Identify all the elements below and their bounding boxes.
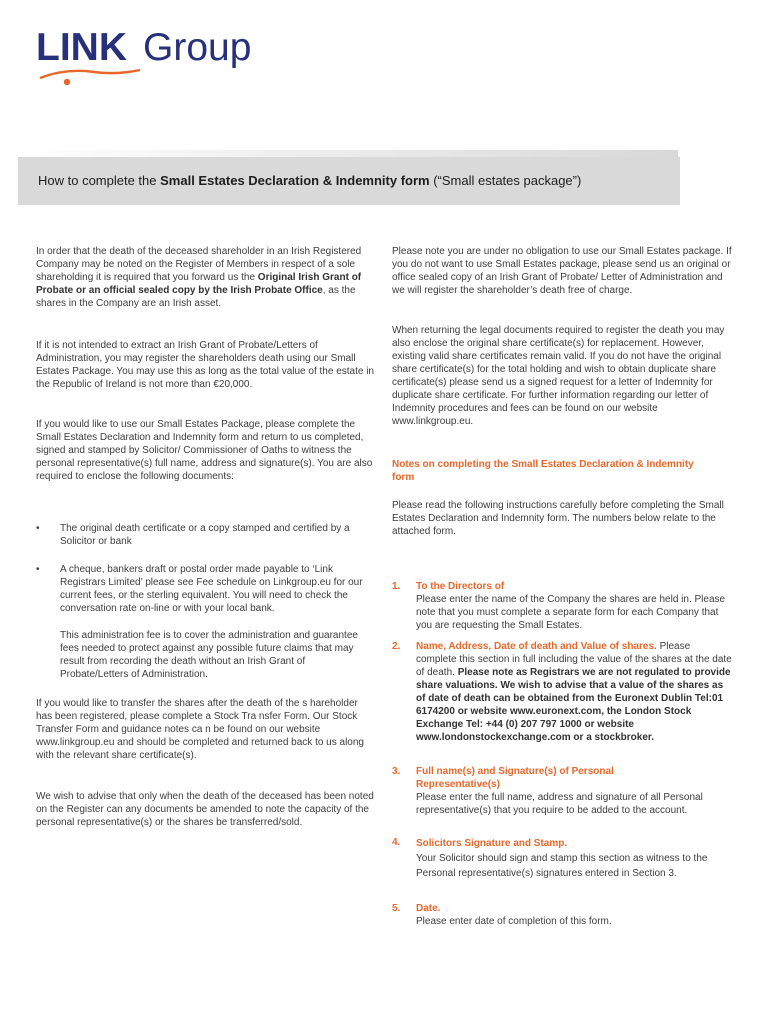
item-content: [416, 580, 732, 632]
logo-link-text: LINK: [36, 26, 127, 69]
link-group-logo: [36, 26, 266, 86]
right-paragraph-3: Please read the following instructions carefully before completing the Small Estates Declaration and Indemnity form. The numbers below relate to the attached form.: [392, 500, 724, 537]
left-paragraph-4: If you would like to transfer the shares after the death of the s hareholder has been registered, please complete a Stock Tra nsfer Form. Our Stock Transfer Form and guidance notes ca n be found on our website www.linkgroup.eu and should be completed and returned back to us along with the relevant share certificate(s).: [36, 698, 364, 761]
logo-swoosh-icon: [36, 66, 146, 88]
item-title: To the Directors of: [416, 581, 505, 592]
item-body: Please enter the name of the Company the shares are held in. Please note that you must complete a separate form for each Company that you are requesting the Small Estates.: [416, 594, 726, 631]
bullet-marker: •: [36, 523, 40, 534]
bullet-item-2a: A cheque, bankers draft or postal order made payable to ‘Link Registrars Limited’ please see Fee schedule on Linkgroup.eu for our current fees, or the sterling equivalent. You will need to check the conversation rate on-line or with your local bank.: [60, 564, 363, 614]
item-content: [416, 836, 732, 881]
item-number: 5.: [392, 903, 401, 914]
item-number: 3.: [392, 766, 401, 777]
item-body: Please enter date of completion of this form.: [416, 916, 612, 927]
item-title: Full name(s) and Signature(s) of Personal Representative(s): [416, 766, 614, 790]
title-bold: Small Estates Declaration & Indemnity form: [160, 173, 430, 188]
p1-text-a: In order that the death of the deceased shareholder in an Irish Registered Company may be noted on the Register of Members in respect of a sole shareholding it is required that you forward us the: [36, 246, 362, 283]
bullet-item-2b: This administration fee is to cover the administration and guarantee fees needed to protect against any possible future claims that may result from recording the death without an Irish Grant of Probate/Letters of Administration.: [60, 630, 358, 680]
p1-text-bold: Original Irish Grant of Probate or an official sealed copy by the Irish Probate Office: [36, 272, 362, 296]
item-number: 2.: [392, 641, 401, 652]
item-body: Please complete this section in full including the value of the shares at the date of death.: [416, 641, 732, 678]
header-band: [18, 157, 680, 205]
item-title: Solicitors Signature and Stamp.: [416, 838, 568, 849]
left-paragraph-5: We wish to advise that only when the death of the deceased has been noted on the Register can any documents be amended to note the capacity of the personal representative(s) or the shares be transferred/sold.: [36, 791, 374, 828]
item-number: 1.: [392, 581, 401, 592]
item-number: 4.: [392, 837, 401, 848]
title-prefix: How to complete the: [38, 173, 161, 188]
item-body: Your Solicitor should sign and stamp this section as witness to the Personal representative(s) signatures entered in Section 3.: [416, 853, 708, 879]
right-paragraph-1: Please note you are under no obligation to use our Small Estates package. If you do not want to use Small Estates package, please send us an original or office sealed copy of an Irish Grant of Probate/ Letter of Administration and we will register the shareholder’s death free of charge.: [392, 246, 732, 296]
left-paragraph-1: [36, 245, 376, 310]
notes-heading: Notes on completing the Small Estates Declaration & Indemnity form: [392, 459, 694, 483]
item-title: Date.: [416, 903, 441, 914]
left-paragraph-3: If you would like to use our Small Estates Package, please complete the Small Estates Declaration and Indemnity form and return to us completed, signed and stamped by Solicitor/ Commissioner of Oaths to witness the personal representative(s) full name, address and signature(s). You are also required to enclose the following documents:: [36, 419, 373, 482]
bullet-marker: •: [36, 564, 40, 575]
right-paragraph-2: When returning the legal documents required to register the death you may also enclose the original share certificate(s) for replacement. However, existing valid share certificates remain valid. If you do not have the original share certificate(s) for the total holding and wish to obtain duplicate share certificate(s) please send us a signed request for a letter of Indemnity for duplicate share certificate. For further information regarding our letter of Indemnity procedures and fees can be found on our website www.linkgroup.eu.: [392, 325, 725, 427]
item-title: Name, Address, Date of death and Value of shares.: [416, 641, 657, 652]
page-title: [38, 173, 581, 188]
bullet-item-1: The original death certificate or a copy stamped and certified by a Solicitor or bank: [60, 523, 350, 547]
item-content: [416, 902, 732, 928]
p1-text-b: , as the shares in the Company are an Irish asset.: [36, 285, 356, 309]
item-content: [416, 765, 732, 817]
item-body: Please enter the full name, address and signature of all Personal representative(s) that you require to be added to the account.: [416, 792, 703, 816]
logo-group-text: Group: [143, 26, 252, 69]
left-paragraph-2: If it is not intended to extract an Irish Grant of Probate/Letters of Administration, you may register the shareholders death using our Small Estates Package. You may use this as long as the total value of the estate in the Republic of Ireland is not more than €20,000.: [36, 340, 374, 390]
item-body-bold: Please note as Registrars we are not regulated to provide share valuations. We wish to advise that a value of the shares as of date of death can be obtained from the Euronext Dublin Tel:01 6174200 or website www.euronext.com, the London Stock Exchange Tel: +44 (0) 207 797 1000 or website www.londonstockexchange.com or a stockbroker.: [416, 667, 731, 743]
title-suffix: (“Small estates package”): [429, 173, 582, 188]
item-content: [416, 640, 732, 744]
